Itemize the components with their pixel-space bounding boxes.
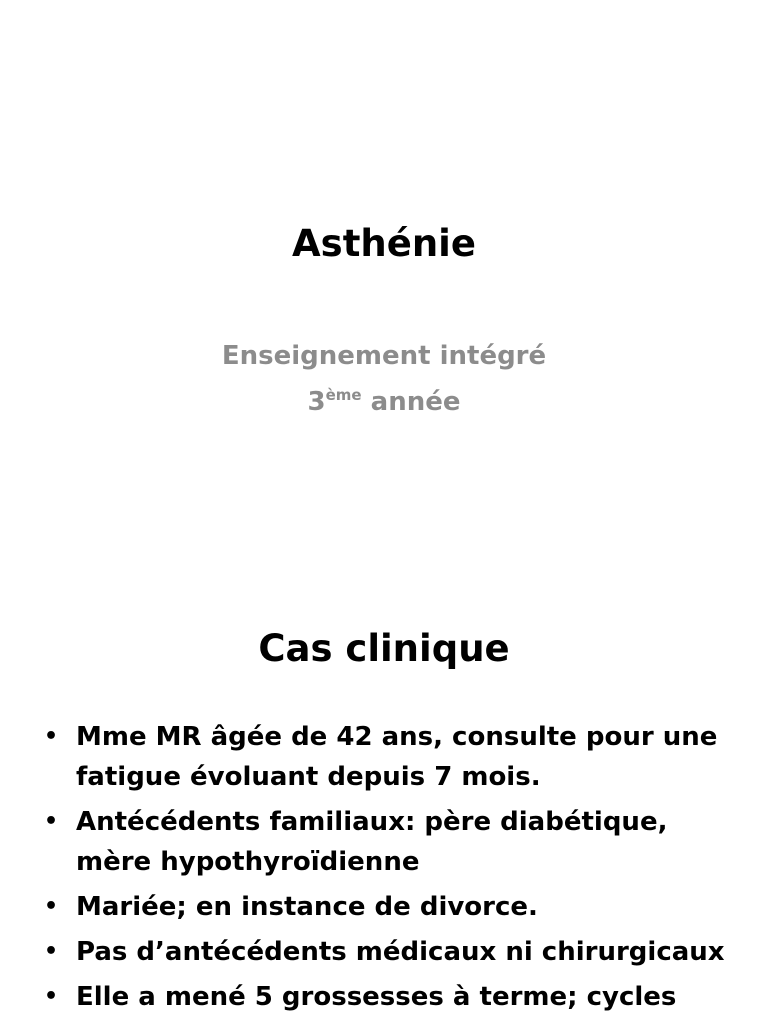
bullet-item: [40, 977, 740, 1017]
bullet-text: Pas d’antécédents médicaux ni chirurgicaux: [76, 937, 725, 967]
subtitle-line-course: Enseignement intégré: [221, 341, 547, 371]
bullet-dot-icon: •: [44, 724, 59, 749]
bullet-text: Mariée; en instance de divorce.: [76, 892, 538, 922]
slide-title: Asthénie: [292, 222, 476, 265]
year-ordinal-suffix: ème: [325, 386, 362, 404]
case-slide: [0, 576, 768, 1024]
bullet-item: [40, 717, 740, 797]
bullet-dot-icon: •: [44, 984, 59, 1009]
slide-subtitle: [0, 333, 768, 428]
bullet-item: [40, 932, 740, 972]
case-title: Cas clinique: [258, 627, 510, 670]
subtitle-line-year: [0, 379, 768, 428]
bullet-dot-icon: •: [44, 939, 59, 964]
bullet-dot-icon: •: [44, 809, 59, 834]
bullet-dot-icon: •: [44, 894, 59, 919]
year-word: année: [361, 387, 461, 417]
bullet-item: [40, 887, 740, 927]
case-bullet-list: [40, 717, 740, 1022]
bullet-item: [40, 802, 740, 882]
bullet-text: Mme MR âgée de 42 ans, consulte pour une fatigue évoluant depuis 7 mois.: [76, 722, 718, 792]
bullet-text: Elle a mené 5 grossesses à terme; cycles: [76, 982, 677, 1012]
year-number: 3: [307, 387, 326, 417]
bullet-text: Antécédents familiaux: père diabétique, mère hypothyroïdienne: [76, 807, 668, 877]
